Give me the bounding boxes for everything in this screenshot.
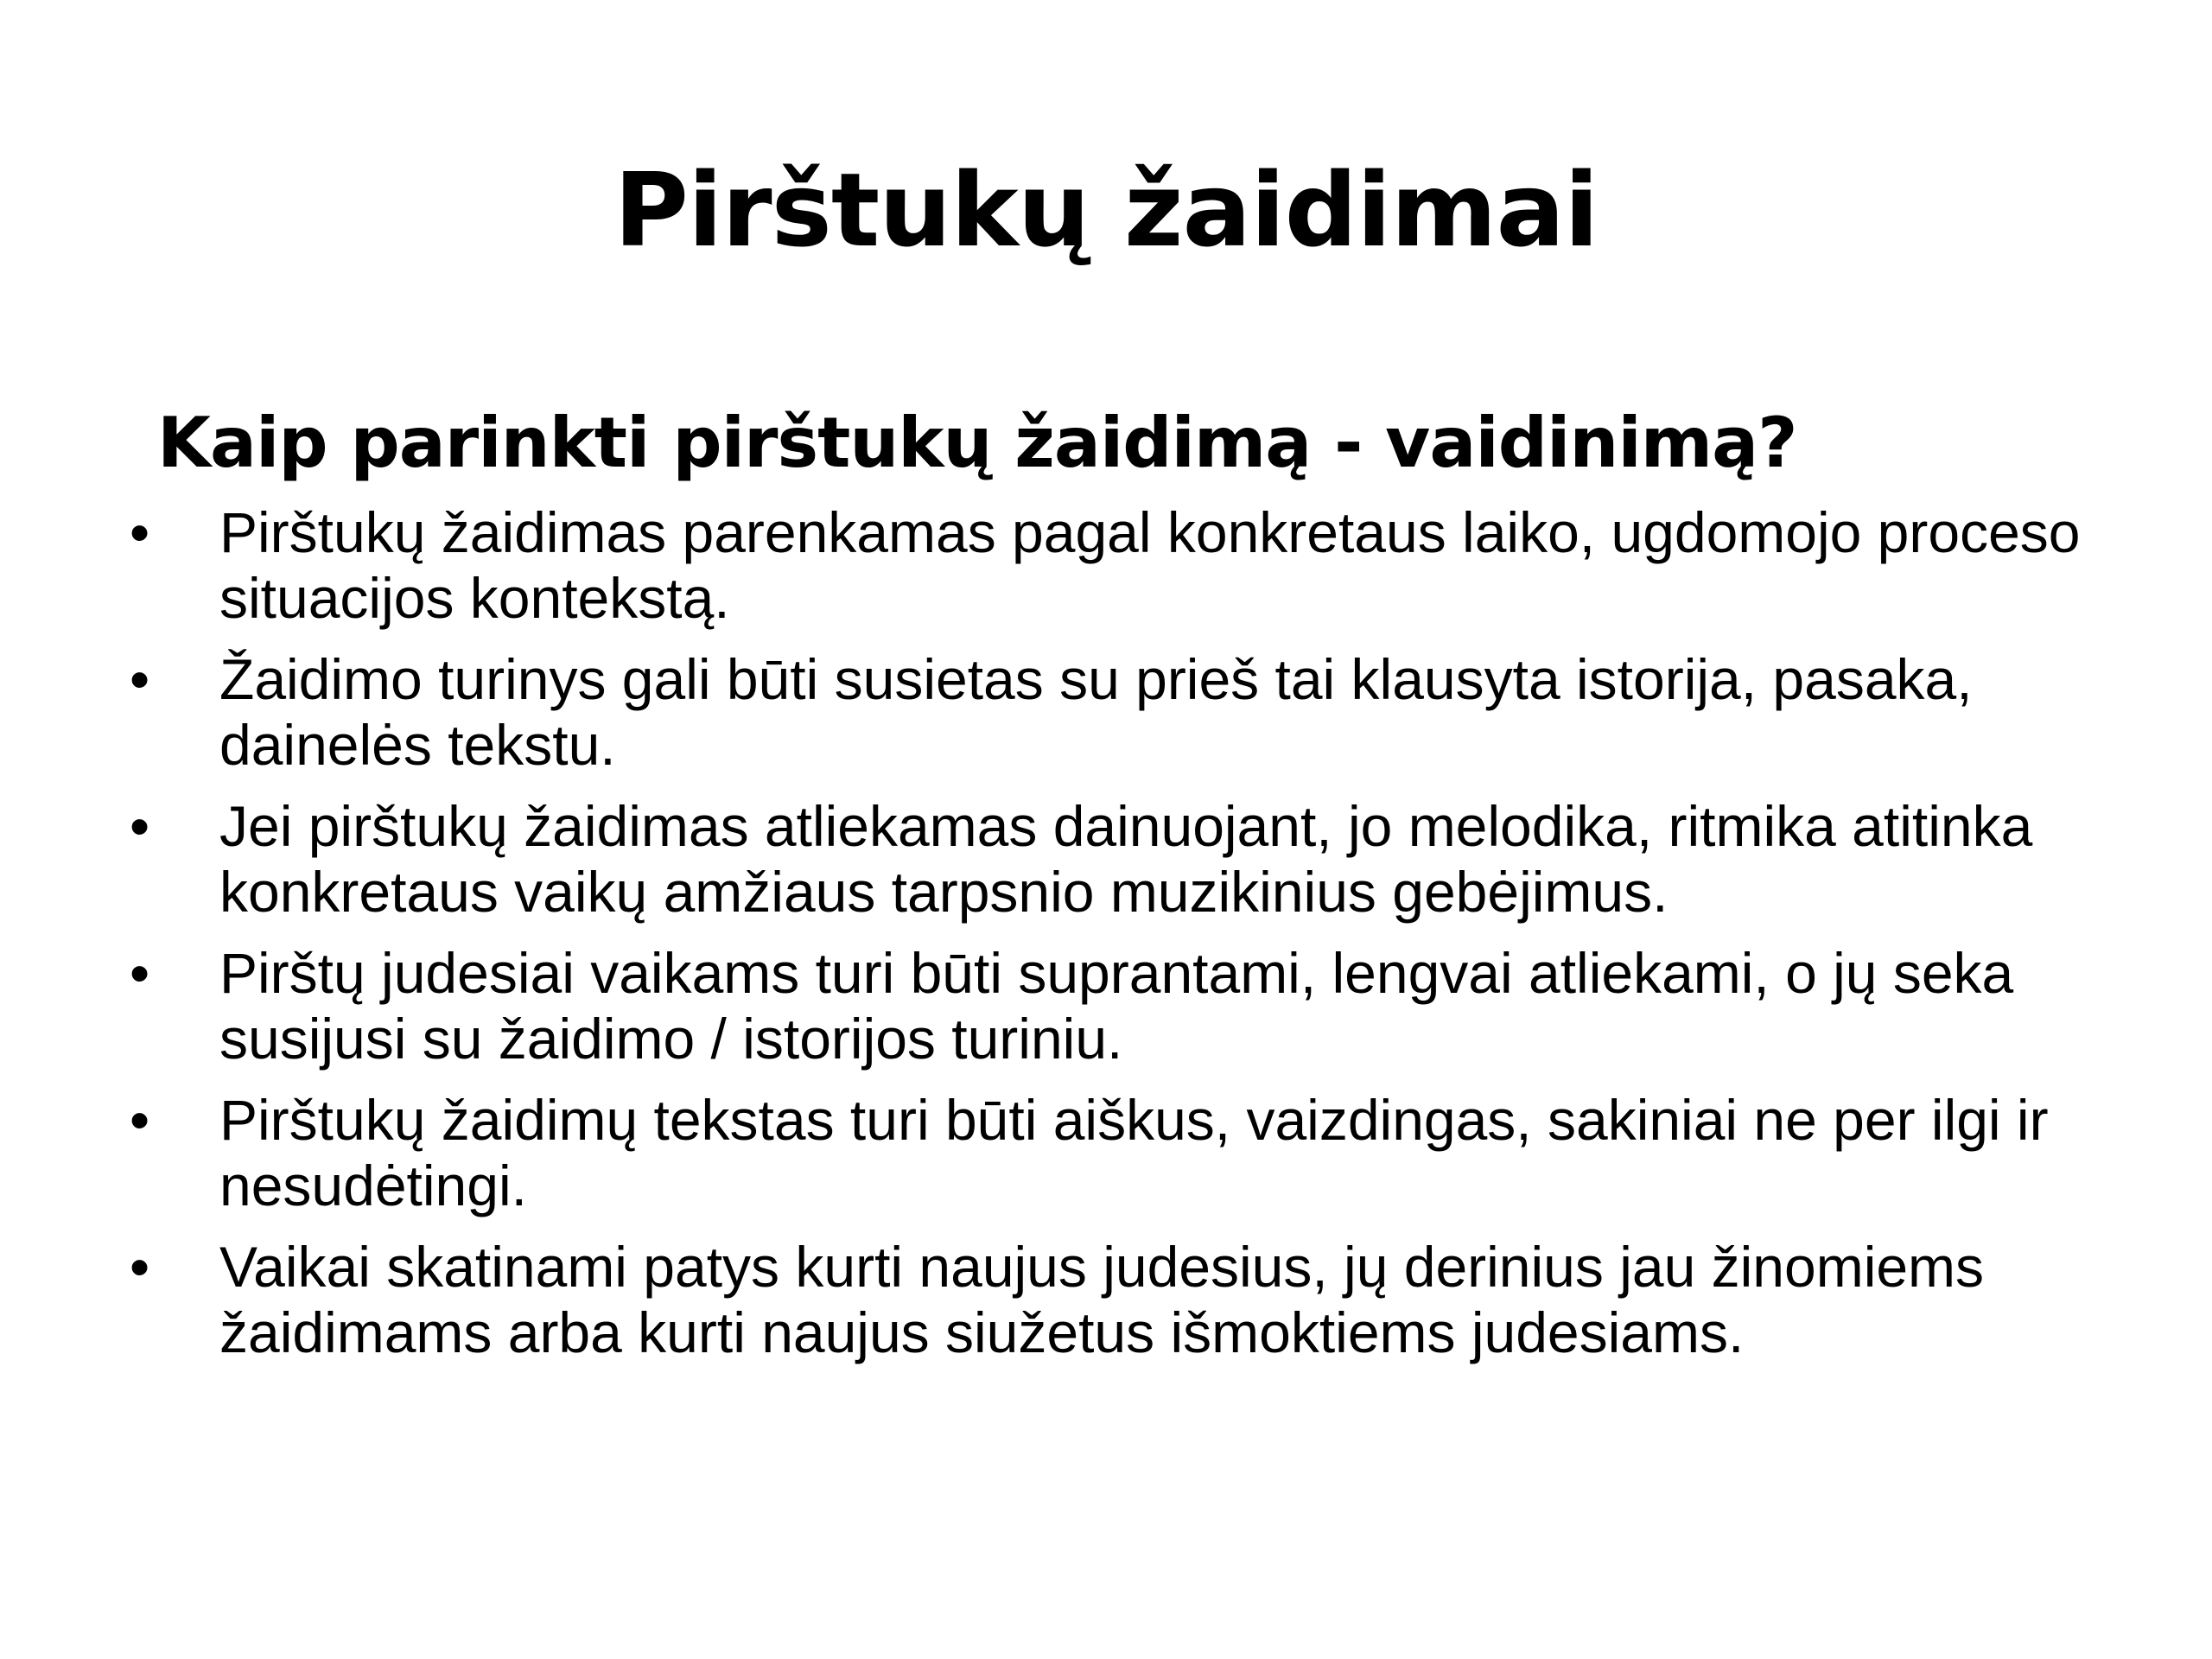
bullet-text: Vaikai skatinami patys kurti naujus judesius, jų derinius jau žinomiems žaidimams arba kurti naujus siužetus išmoktiems judesiams.: [219, 1235, 1985, 1364]
bullet-dot-icon: •: [130, 500, 150, 564]
bullet-item: [130, 646, 2117, 778]
bullet-item: [130, 1087, 2117, 1218]
bullet-item: [130, 499, 2117, 631]
bullet-item: [130, 1234, 2117, 1365]
bullet-dot-icon: •: [130, 1088, 150, 1152]
bullet-item: [130, 793, 2117, 925]
bullet-dot-icon: •: [130, 794, 150, 858]
bullet-text: Pirštų judesiai vaikams turi būti suprantami, lengvai atliekami, o jų seka susijusi su žaidimo / istorijos turiniu.: [219, 941, 2014, 1071]
bullet-list: [130, 499, 2117, 1381]
bullet-text: Pirštukų žaidimas parenkamas pagal konkretaus laiko, ugdomojo proceso situacijos kontekstą.: [219, 500, 2081, 630]
bullet-dot-icon: •: [130, 647, 150, 711]
bullet-text: Jei pirštukų žaidimas atliekamas dainuojant, jo melodika, ritmika atitinka konkretaus vaikų amžiaus tarpsnio muzikinius gebėjimus.: [219, 794, 2033, 924]
slide-subtitle: Kaip parinkti pirštukų žaidimą - vaidinimą?: [157, 403, 1797, 483]
bullet-dot-icon: •: [130, 1235, 150, 1299]
slide-title: Pirštukų žaidimai: [613, 150, 1599, 270]
bullet-dot-icon: •: [130, 941, 150, 1005]
bullet-text: Pirštukų žaidimų tekstas turi būti aiškus, vaizdingas, sakiniai ne per ilgi ir nesudėtingi.: [219, 1088, 2049, 1217]
bullet-item: [130, 940, 2117, 1071]
bullet-text: Žaidimo turinys gali būti susietas su prieš tai klausyta istorija, pasaka, dainelės tekstu.: [219, 647, 1973, 777]
